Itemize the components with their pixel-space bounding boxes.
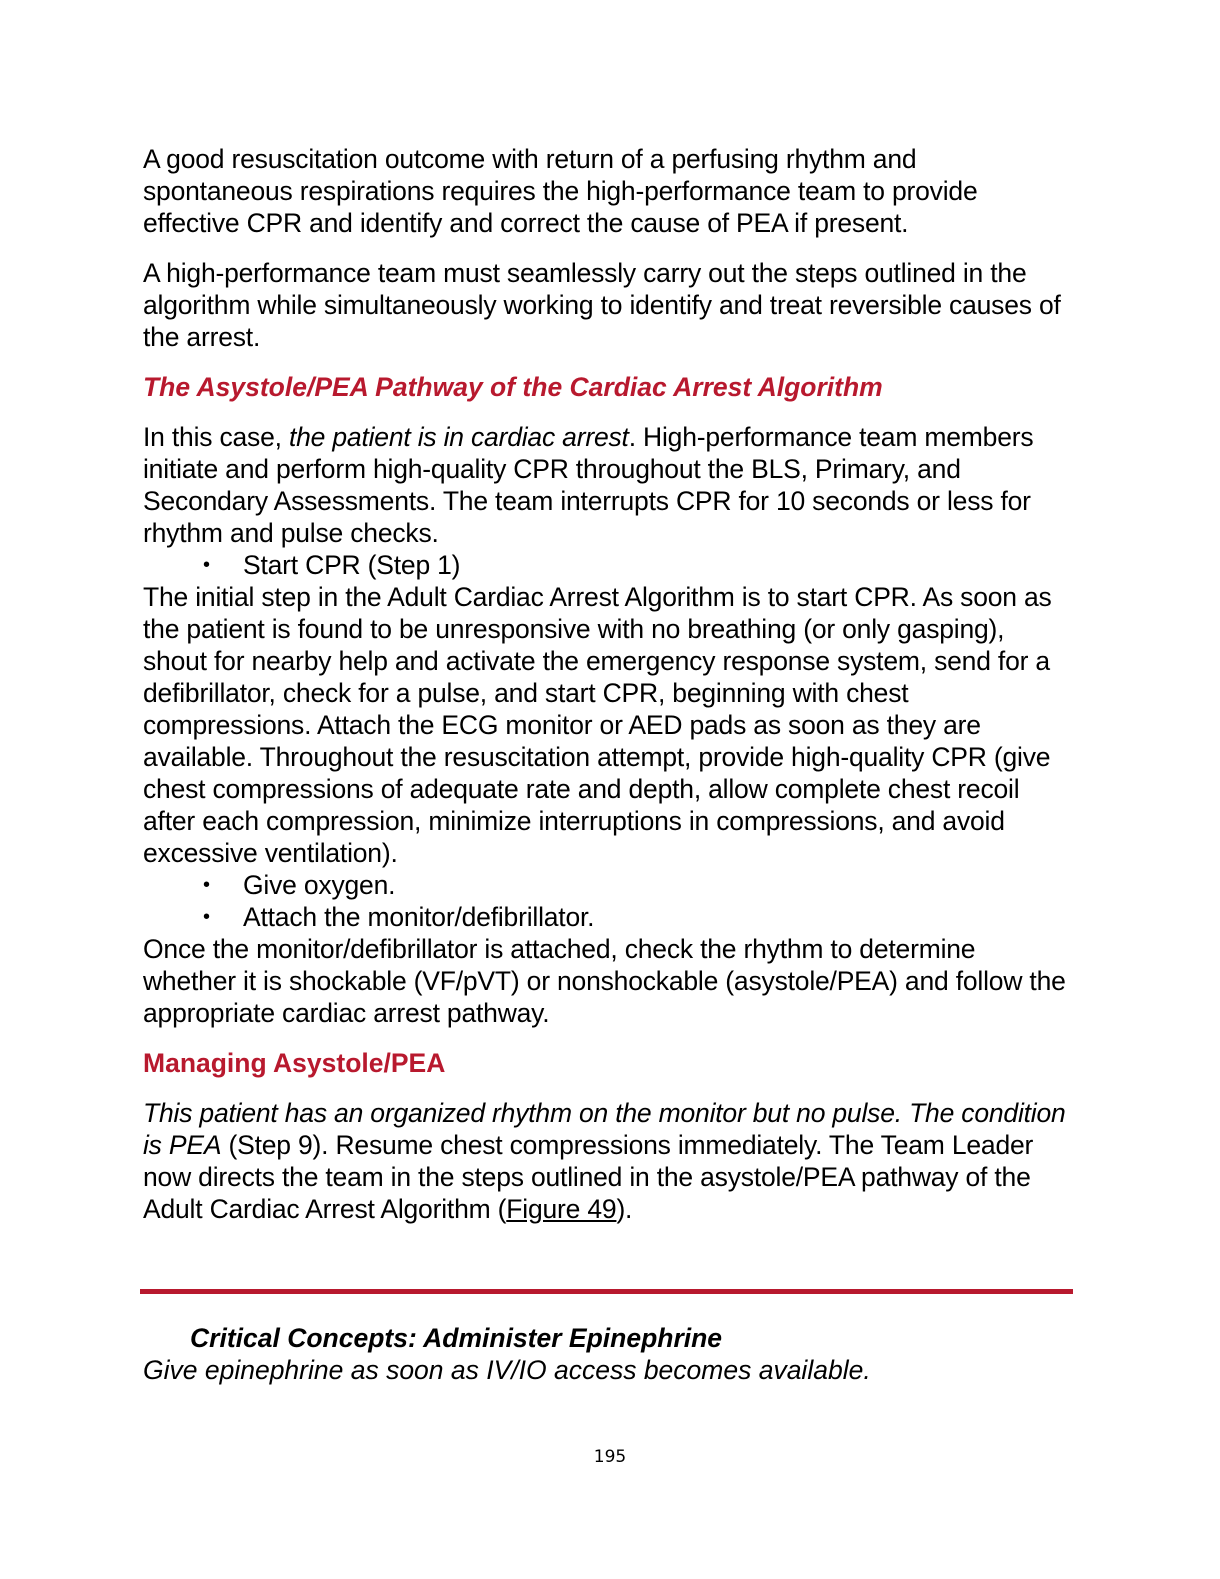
intro-paragraph-1: A good resuscitation outcome with return of a perfusing rhythm and spontaneous respirations requires the high-performance team to provide effective CPR and identify and correct the cause of PEA if present. [143, 144, 978, 238]
critical-concepts-callout [143, 1322, 1073, 1386]
section2-paragraph-1 [143, 1097, 1073, 1225]
list-item-text: Attach the monitor/defibrillator. [243, 902, 595, 932]
section-heading-managing-asystole-pea: Managing Asystole/PEA [143, 1048, 446, 1078]
text-run: ). [616, 1194, 633, 1224]
figure-49-link[interactable]: Figure 49 [506, 1194, 617, 1224]
list-item [143, 869, 1073, 901]
callout-divider [140, 1289, 1073, 1294]
page-number: 195 [593, 1447, 627, 1467]
emphasis-text: the patient is in cardiac arrest [288, 422, 629, 452]
section1-paragraph-2: The initial step in the Adult Cardiac Arrest Algorithm is to start CPR. As soon as the patient is found to be unresponsive with no breathing (or only gasping), shout for nearby help and activate the emergency response system, send for a defibrillator, check for a pulse, and start CPR, beginning with chest compressions. Attach the ECG monitor or AED pads as soon as they are available. Throughout the resuscitation attempt, provide high-quality CPR (give chest compressions of adequate rate and depth, allow complete chest recoil after each compression, minimize interruptions in compressions, and avoid excessive ventilation). [143, 582, 1052, 868]
list-item [143, 549, 1073, 581]
text-run: . High-performance team members initiate and perform high-quality CPR throughout the BLS, Primary, and Secondary Assessments. The team interrupts CPR for 10 seconds or less for rhythm and pulse checks. [143, 422, 1034, 548]
list-item [143, 901, 1073, 933]
page-content [143, 143, 1073, 1225]
bullet-list-2 [143, 869, 1073, 933]
intro-paragraph-2: A high-performance team must seamlessly carry out the steps outlined in the algorithm while simultaneously working to identify and treat reversible causes of the arrest. [143, 258, 1061, 352]
section1-paragraph-1 [143, 421, 1073, 549]
text-run: In this case, [143, 422, 289, 452]
text-run: (Step 9). Resume chest compressions immediately. The Team Leader now directs the team in the steps outlined in the asystole/PEA pathway of the Adult Cardiac Arrest Algorithm ( [143, 1130, 1034, 1224]
emphasis-text: This patient has an organized rhythm on the monitor but no pulse. The condition is PEA [143, 1098, 1066, 1160]
list-item-text: Start CPR (Step 1) [243, 550, 461, 580]
list-item-text: Give oxygen. [243, 870, 396, 900]
callout-text: Give epinephrine as soon as IV/IO access becomes available. [143, 1355, 871, 1385]
callout-title: Critical Concepts: Administer Epinephrine [190, 1323, 723, 1353]
bullet-icon: • [203, 906, 210, 928]
section-heading-asystole-pea-pathway: The Asystole/PEA Pathway of the Cardiac Arrest Algorithm [143, 372, 883, 402]
bullet-list-1 [143, 549, 1073, 581]
bullet-icon: • [203, 554, 210, 576]
section1-paragraph-3: Once the monitor/defibrillator is attached, check the rhythm to determine whether it is shockable (VF/pVT) or nonshockable (asystole/PEA) and follow the appropriate cardiac arrest pathway. [143, 934, 1066, 1028]
bullet-icon: • [203, 874, 210, 896]
